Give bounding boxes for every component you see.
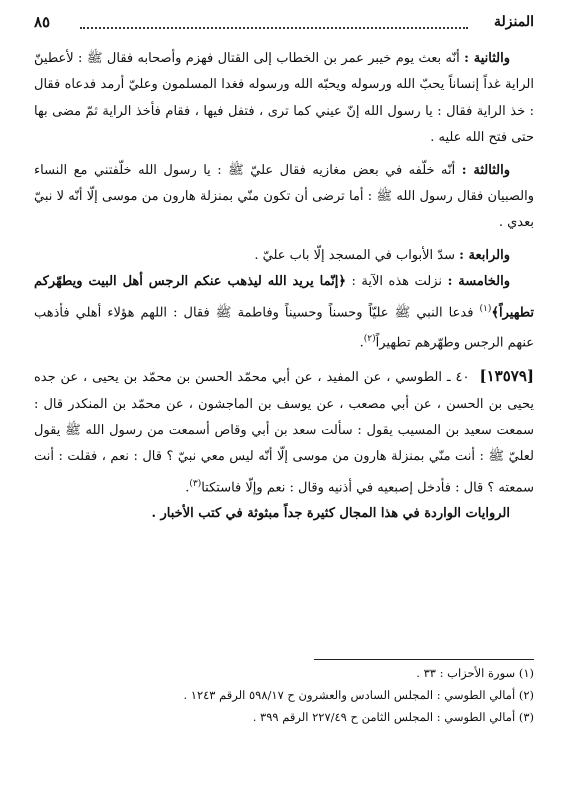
paragraph-text: نزلت هذه الآية : [351,274,443,290]
footnote-3: (٣) أمالي الطوسي : المجلس الثامن ح ٢٢٧/٤٩ الرقم ٣٩٩ . [252,710,534,724]
quran-verse: ﴿إنّما يريد الله ليذهب عنكم الرجس أهل البيت ويطهّركم تطهيراً﴾ [34,274,534,320]
footnote-ref: (٢) [363,334,376,345]
closing-note: الروايات الواردة في هذا المجال كثيرة جداً مبثوثة في كتب الأخبار . [151,506,510,522]
footnote-divider [314,659,534,660]
page-number: ٨٥ [34,13,51,31]
hadith-text: ٤٠ ـ الطوسي ، عن المفيد ، عن أبي محمّد الحسن بن محمّد بن يحيى ، عن جده يحيى بن الحسن ، عن أبي مصعب ، عن يوسف بن الماجشون ، عن محمّد بن المنكدر قال : سمعت سعيد بن المسيب يقول : سألت سعد بن أبي وقاص أسمعت من رسول الله ﷺ يقول لعليّ ﷺ : أنت منّي بمنزلة هارون من موسى إلّا أنّه ليس معي نبيّ ؟ قال : نعم ، فقلت : أنت سمعته ؟ قال : فأدخل إصبعيه في أذنيه وقال : نعم وإلّا فاستكتا [34,370,534,496]
footnote-2: (٢) أمالي الطوسي : المجلس السادس والعشرون ح ٥٩٨/١٧ الرقم ١٢٤٣ . [183,688,534,702]
footnote-ref: (٣) [189,478,202,489]
paragraph-label: والثانية : [464,51,510,66]
paragraph-text: سدّ الأبواب في المسجد إلّا باب عليّ . [254,247,456,263]
period: . [359,335,364,351]
header-title: المنزلة [494,14,534,30]
footnote-ref: (١) [479,303,492,314]
paragraph-text: أنّه خلّفه في بعض مغازيه فقال عليّ ﷺ : يا رسول الله خلّفتني مع النساء والصبيان فقال رسول الله ﷺ : أما ترضى أن تكون منّي بمنزلة هارون من موسى إلّا أنّه لا نبيّ بعدي . [34,162,534,231]
running-header [34,12,534,36]
paragraph-label: والثالثة : [461,162,510,178]
paragraph-text: أنّه بعث يوم خيبر عمر بن الخطاب إلى القتال فهزم وأصحابه فقال ﷺ : لأعطينّ الراية غداً إنساناً يحبّ الله ورسوله ويحبّه الله ورسوله فغدا المسلمون وعليّ أرمد فدعاه فقال : خذ الراية فقال : يا رسول الله إنّ عيني كما ترى ، فتفل فيها ، فقام فأخذ الراية ثمّ مضى بها حتى فتح الله عليه . [34,51,534,146]
paragraph-second [34,46,534,152]
hadith-entry [34,363,534,501]
paragraph-fourth [34,243,534,269]
paragraph-third [34,158,534,237]
period: . [185,480,190,496]
paragraph-text: فدعا النبي ﷺ عليّاً وحسناً وحسيناً وفاطمة ﷺ فقال : اللهم هؤلاء أهلي فأذهب عنهم الرجس وطهّرهم تطهيراً [34,304,534,351]
hadith-number: [١٣٥٧٩] [479,367,534,386]
header-dots [80,27,468,29]
paragraph-fifth [34,269,534,357]
paragraph-label: والرابعة : [459,247,510,263]
main-text [34,46,534,528]
footnote-1: (١) سورة الأحزاب : ٣٣ . [416,666,534,680]
paragraph-label: والخامسة : [447,274,511,290]
